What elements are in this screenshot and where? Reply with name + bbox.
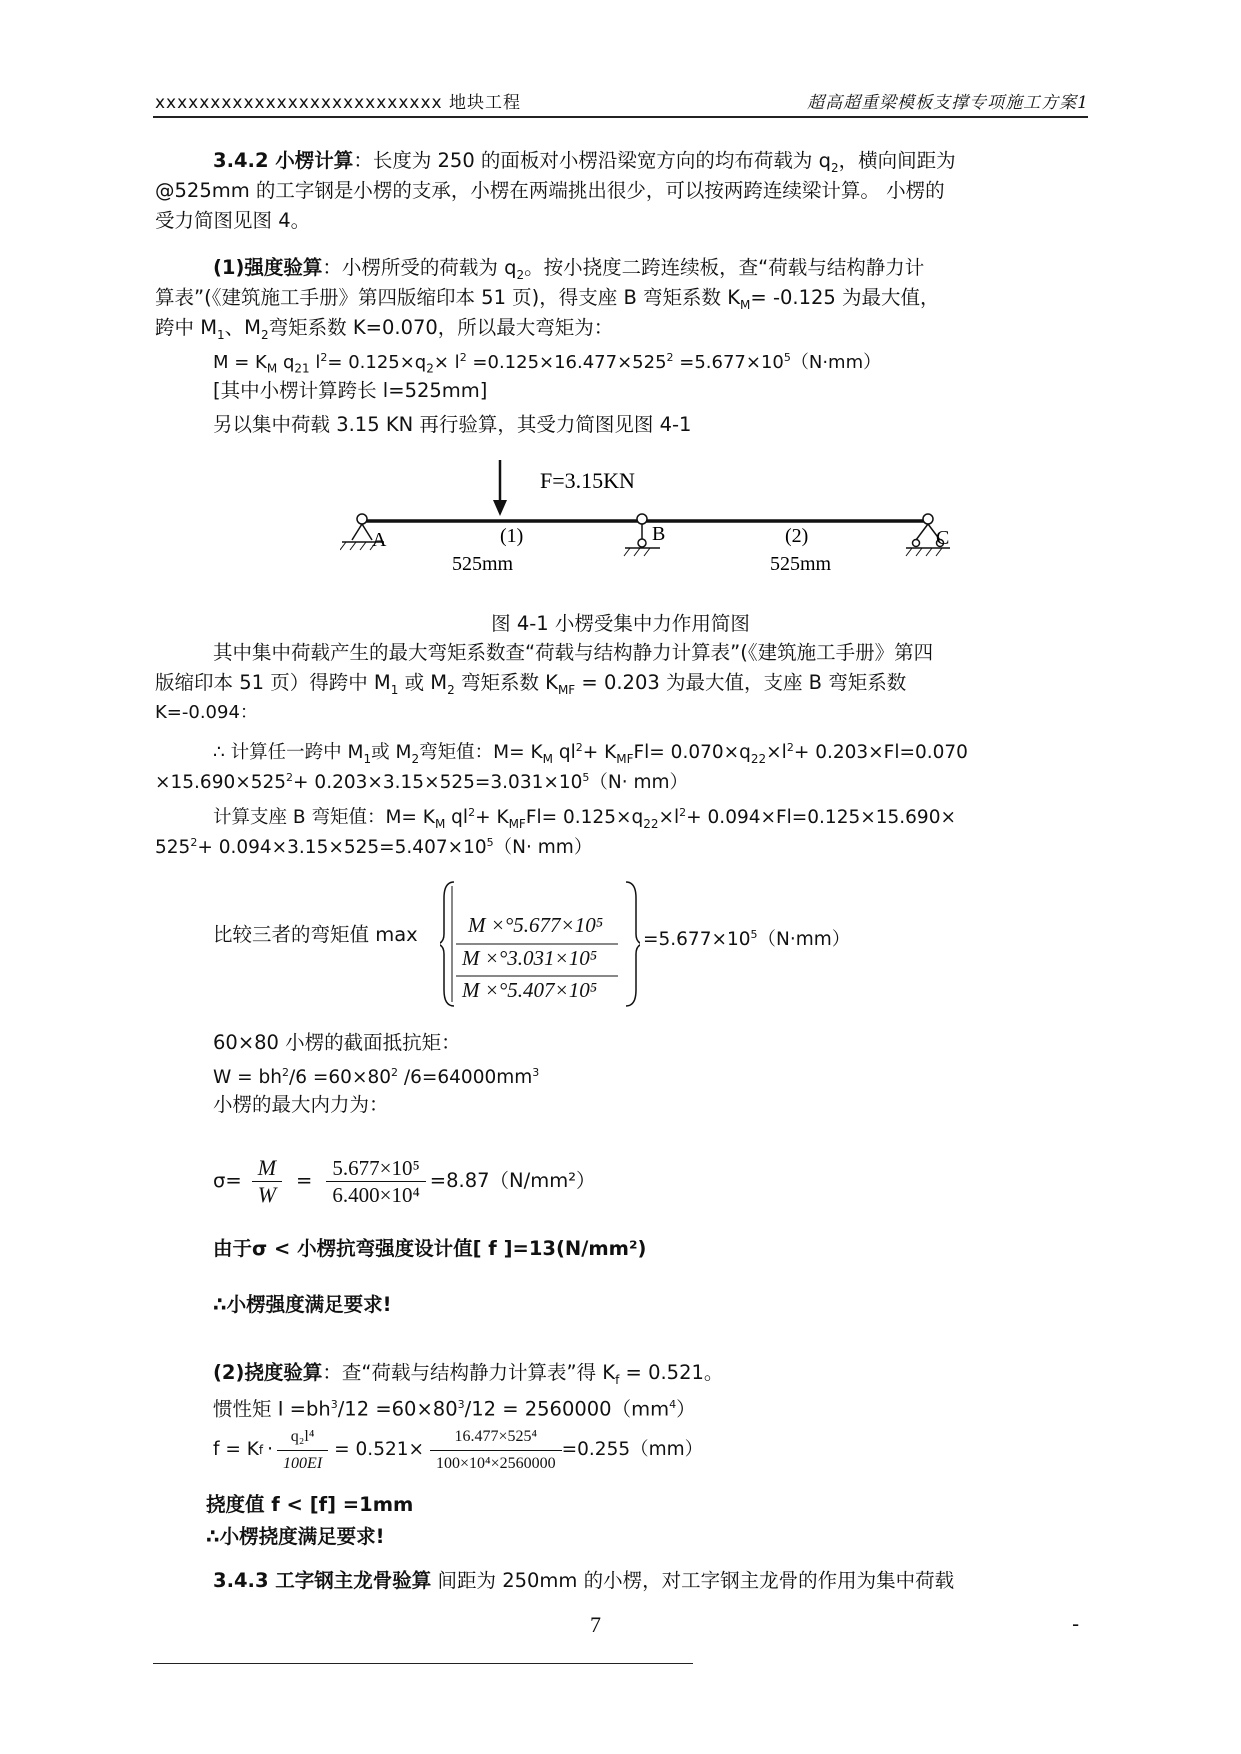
section-modulus-formula: $W = bh^2/6 =60\times 80^2$ $/6=64000mm^3$ xyxy=(213,1066,540,1089)
strength-line1: (1)强度验算：小楞所受的荷载为 $q_2$。按小挠度二跨连续板，查“荷载与结构静力计 xyxy=(213,256,925,282)
compare-m1: M ×°5.677×10⁵ xyxy=(468,913,604,937)
stress-num: M xyxy=(252,1155,282,1182)
stress-formula: σ= $\frac{M}{W}$ = $\frac{\text{5.677×10⁵}}{\text{6.400×10⁴}}$ =8.87（N/mm²） xyxy=(213,1154,596,1207)
support-b-label: B xyxy=(652,523,666,545)
span-moment-calc-cont: $\times 15.690\times 525^2+ 0.203\times 3.15\times 525=3.031\times 10^5(N\cdot mm)$ xyxy=(155,771,689,794)
span-note: [其中小楞计算跨长 l=525mm] xyxy=(213,379,488,402)
sec342-line3: 受力简图见图 4。 xyxy=(155,209,311,232)
header-project: xxxxxxxxxxxxxxxxxxxxxxxxxx 地块工程 xyxy=(155,93,521,113)
deflection-ok: ∴小楞挠度满足要求! xyxy=(206,1525,385,1548)
strength-line3: 跨中 $M_1$、$M_2$弯矩系数 K=0.070，所以最大弯矩为： xyxy=(155,316,614,342)
page-number: 7 xyxy=(590,1612,601,1637)
section-line1: 60×80 小楞的截面抵抗矩： xyxy=(213,1031,461,1054)
stress-den: W xyxy=(257,1181,277,1207)
inertia-formula: 惯性矩 $I =bh^3/12 =60\times 80^3/12 = 2560000(mm^4)$ xyxy=(213,1397,696,1421)
conc-line2: 版缩印本 51 页）得跨中 $M_1$ 或 $M_2$ 弯矩系数 $K_{MF} = 0.203$ 为最大值，支座 B 弯矩系数 xyxy=(155,671,907,697)
support-moment-calc: 计算支座 B 弯矩值：$M= K_M$ $ql^2+ K_{MF}Fl= 0.125\times q_{22}\times l^2+ 0.094\times Fl=0.125\times 15.690\times$ xyxy=(213,806,956,831)
strength-line2: 算表”(《建筑施工手册》第四版缩印本 51 页)，得支座 B 弯矩系数 $K_M= -0.125$ 为最大值， xyxy=(155,286,940,312)
max-moment-formula: $M = K_M$ $q_{21}$ $l^2= 0.125\times q_2\times l^2 =0.125\times 16.477\times 525^2 =5.677\times 10^5(N\cdot mm)$ xyxy=(213,351,882,376)
sec343-title: 3.4.3 工字钢主龙骨验算 xyxy=(213,1569,432,1592)
extra-check-text: 另以集中荷载 3.15 KN 再行验算，其受力简图见图 4-1 xyxy=(213,413,692,436)
header-title: 超高超重梁模板支撑专项施工方案1 xyxy=(807,93,1089,113)
sec342-line1: 3.4.2 小楞计算：长度为 250 的面板对小楞沿梁宽方向的均布荷载为 $q_2$，横向间距为 xyxy=(213,149,956,175)
support-c-label: C xyxy=(936,527,950,549)
support-a-label: A xyxy=(372,529,387,551)
header-rule xyxy=(153,116,1088,118)
strength-title: (1)强度验算 xyxy=(213,256,323,279)
sec343-line: 3.4.3 工字钢主龙骨验算 间距为 250mm 的小楞，对工字钢主龙骨的作用为集中荷载 xyxy=(213,1569,955,1592)
footer-dash: - xyxy=(1072,1612,1080,1636)
support-moment-calc-cont: $525^2+ 0.094\times 3.15\times 525=5.407\times 10^5(N\cdot mm)$ xyxy=(155,836,593,859)
conc-line1: 其中集中荷载产生的最大弯矩系数查“荷载与结构静力计算表”(《建筑施工手册》第四 xyxy=(213,641,934,664)
deflection-formula: f = K f · $\frac{\text{q₂l⁴}}{100EI}$ = 0.521× $\frac{\text{16.477×525⁴}}{\text{100×10⁴×2560000}}$ =0.255（mm） xyxy=(213,1422,703,1478)
strength-ok: ∴小楞强度满足要求! xyxy=(213,1293,392,1316)
deflection-title: (2)挠度验算 xyxy=(213,1361,323,1384)
figure-caption: 图 4-1 小楞受集中力作用简图 xyxy=(491,612,750,635)
compare-result: $=5.677\times 10^5(N\cdot mm)$ xyxy=(643,928,851,951)
span2-label: (2) xyxy=(785,525,809,547)
compare-m3: M ×°5.407×10⁵ xyxy=(462,978,598,1002)
footer-rule xyxy=(153,1663,693,1664)
deflection-num-value: 16.477×525⁴ xyxy=(430,1424,562,1451)
span2-length: 525mm xyxy=(770,553,832,575)
span1-label: (1) xyxy=(500,525,524,547)
deflection-num: q₂l⁴ xyxy=(277,1424,328,1451)
deflection-den-value: 100×10⁴×2560000 xyxy=(436,1454,556,1472)
strength-compare: 由于σ < 小楞抗弯强度设计值[ f ]=13(N/mm²) xyxy=(213,1237,647,1260)
span-moment-calc: ∴ 计算任一跨中 $M_1$或 $M_2$弯矩值：$M= K_M$ $ql^2+ K_{MF}Fl= 0.070\times q_{22}\times l^2+ 0.203\times Fl=0.070$ xyxy=(213,741,968,766)
deflection-line1: (2)挠度验算：查“荷载与结构静力计算表”得 $K_f = 0.521$。 xyxy=(213,1361,724,1387)
sec342-title: 3.4.2 小楞计算 xyxy=(213,149,354,172)
span1-length: 525mm xyxy=(452,553,514,575)
deflection-limit: 挠度值 f < [f] =1mm xyxy=(206,1493,414,1516)
stress-num-value: 5.677×10⁵ xyxy=(326,1155,425,1182)
section-line3: 小楞的最大内力为： xyxy=(213,1093,389,1116)
sec342-line2: @525mm 的工字钢是小楞的支承，小楞在两端挑出很少，可以按两跨连续梁计算。 小楞的 xyxy=(155,179,945,202)
deflection-den: 100EI xyxy=(283,1454,323,1472)
conc-line3: K=-0.094： xyxy=(155,702,258,723)
beam-load-diagram xyxy=(340,450,960,585)
compare-m2: M ×°3.031×10⁵ xyxy=(462,946,598,970)
force-label: F=3.15KN xyxy=(540,468,635,493)
compare-label: 比较三者的弯矩值 max xyxy=(213,923,418,946)
stress-den-value: 6.400×10⁴ xyxy=(332,1182,420,1207)
force-arrow-head xyxy=(493,500,507,516)
